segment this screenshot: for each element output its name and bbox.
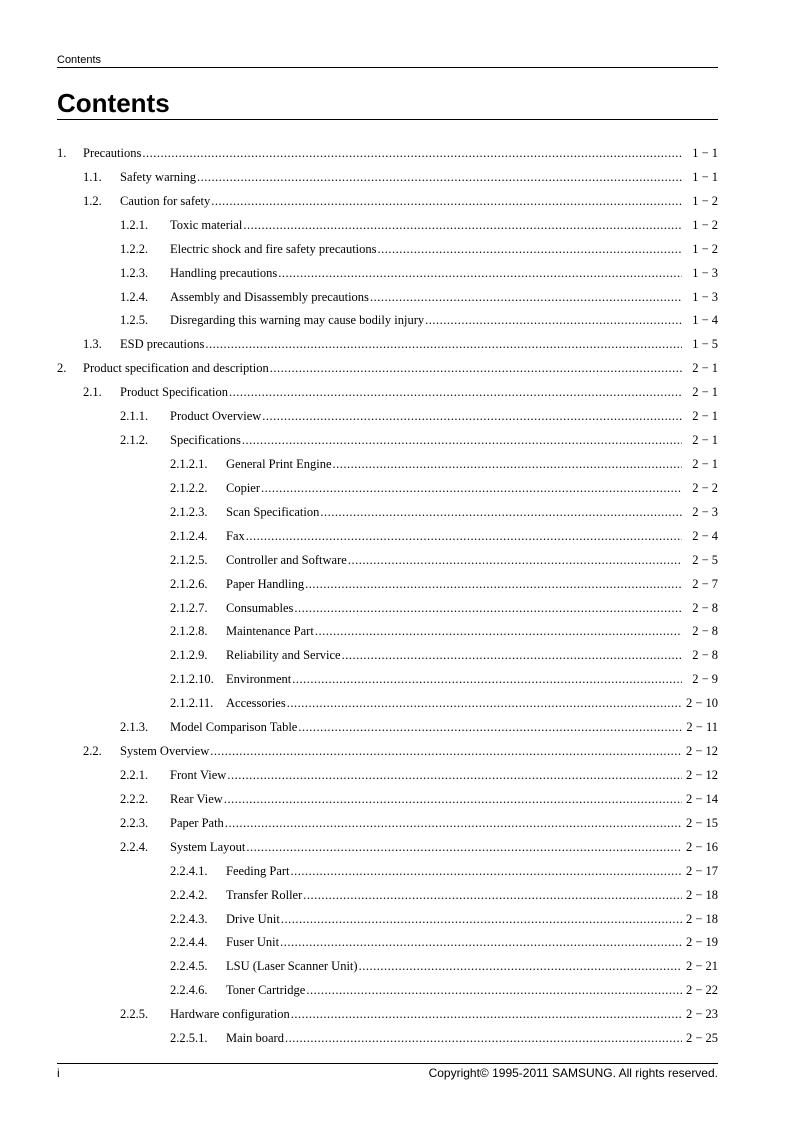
toc-entry-label: Fax [226, 528, 245, 543]
toc-entry-number: 2.1.2.1. [170, 456, 208, 471]
toc-entry-label: Safety warning [120, 169, 197, 184]
table-of-contents [57, 142, 718, 1051]
toc-entry-page: 2 − 10 [685, 696, 718, 711]
toc-entry-page: 2 − 8 [692, 624, 718, 639]
dot-leader [347, 549, 682, 573]
toc-entry[interactable] [57, 238, 718, 262]
toc-entry-number: 1.2.3. [120, 265, 149, 280]
toc-entry-number: 2.2.1. [120, 767, 149, 782]
toc-entry-number: 2.1.2.2. [170, 480, 208, 495]
toc-entry-label: Model Comparison Table [170, 720, 298, 735]
toc-entry-page: 2 − 7 [692, 576, 718, 591]
toc-entry-number: 1.2.2. [120, 241, 149, 256]
toc-entry-page: 1 − 2 [692, 241, 718, 256]
dot-leader [341, 644, 682, 668]
toc-entry-number: 2.1.2. [120, 433, 149, 448]
footer-copyright: Copyright© 1995-2011 SAMSUNG. All rights reserved. [428, 1066, 718, 1080]
toc-entry[interactable] [57, 597, 718, 621]
toc-entry[interactable] [57, 166, 718, 190]
toc-entry-number: 1.2. [83, 193, 102, 208]
toc-entry[interactable] [57, 716, 718, 740]
toc-entry-label: Specifications [170, 433, 241, 448]
toc-entry-label: Accessories [226, 696, 286, 711]
toc-entry-page: 2 − 1 [692, 433, 718, 448]
toc-entry[interactable] [57, 979, 718, 1003]
dot-leader [286, 692, 682, 716]
toc-entry-number: 2.1.3. [120, 720, 149, 735]
title-divider [57, 119, 718, 120]
footer-divider [57, 1063, 718, 1064]
dot-leader [302, 884, 682, 908]
toc-entry-label: Fuser Unit [226, 935, 280, 950]
toc-entry-page: 2 − 18 [685, 887, 718, 902]
toc-entry-page: 2 − 21 [685, 959, 718, 974]
dot-leader [297, 716, 682, 740]
toc-entry[interactable] [57, 429, 718, 453]
dot-leader [261, 405, 682, 429]
toc-entry-number: 2.1.2.10. [170, 672, 214, 687]
toc-entry-number: 1.2.5. [120, 313, 149, 328]
toc-entry-label: Product specification and description [83, 361, 269, 376]
toc-entry-label: Front View [170, 767, 227, 782]
toc-entry[interactable] [57, 190, 718, 214]
toc-entry[interactable] [57, 836, 718, 860]
toc-entry-number: 2.2.4.1. [170, 863, 208, 878]
toc-entry-number: 2.2. [83, 744, 102, 759]
toc-entry-page: 2 − 3 [692, 504, 718, 519]
toc-entry-label: Rear View [170, 791, 223, 806]
dot-leader [369, 286, 682, 310]
toc-entry-number: 2.1.2.8. [170, 624, 208, 639]
dot-leader [269, 357, 682, 381]
toc-entry-number: 2. [57, 361, 67, 376]
toc-entry-number: 1.2.1. [120, 217, 149, 232]
toc-entry-number: 2.1.2.3. [170, 504, 208, 519]
dot-leader [305, 979, 682, 1003]
toc-entry-page: 2 − 19 [685, 935, 718, 950]
toc-entry[interactable] [57, 764, 718, 788]
dot-leader [204, 333, 682, 357]
toc-entry[interactable] [57, 357, 718, 381]
toc-entry[interactable] [57, 668, 718, 692]
toc-entry-label: Toxic material [170, 217, 243, 232]
toc-entry[interactable] [57, 931, 718, 955]
toc-entry-number: 1. [57, 146, 67, 160]
toc-entry-number: 2.1.2.4. [170, 528, 208, 543]
toc-entry[interactable] [57, 501, 718, 525]
toc-entry-label: Assembly and Disassembly precautions [170, 289, 369, 304]
toc-entry-page: 2 − 5 [692, 552, 718, 567]
toc-entry-page: 2 − 12 [685, 744, 718, 759]
toc-entry[interactable] [57, 740, 718, 764]
toc-entry-label: Consumables [226, 600, 294, 615]
toc-entry-page: 1 − 2 [692, 193, 718, 208]
toc-entry-label: Environment [226, 672, 292, 687]
dot-leader [293, 597, 682, 621]
toc-entry-page: 2 − 14 [685, 791, 718, 806]
toc-entry[interactable] [57, 1003, 718, 1027]
toc-entry[interactable] [57, 262, 718, 286]
toc-entry-number: 2.1. [83, 385, 102, 400]
toc-entry-page: 2 − 15 [685, 815, 718, 830]
toc-entry[interactable] [57, 812, 718, 836]
toc-entry-page: 2 − 9 [692, 672, 718, 687]
dot-leader [241, 429, 682, 453]
header-divider [57, 67, 718, 68]
toc-entry-number: 2.2.5.1. [170, 1031, 208, 1046]
toc-entry[interactable] [57, 214, 718, 238]
toc-entry-label: Product Overview [170, 409, 262, 424]
toc-entry[interactable] [57, 333, 718, 357]
toc-entry-label: Toner Cartridge [226, 983, 306, 998]
toc-entry-page: 2 − 1 [692, 409, 718, 424]
toc-entry[interactable] [57, 142, 718, 166]
dot-leader [226, 764, 682, 788]
toc-entry-page: 2 − 16 [685, 839, 718, 854]
dot-leader [332, 453, 682, 477]
toc-entry-page: 2 − 1 [692, 385, 718, 400]
toc-entry-number: 1.3. [83, 337, 102, 352]
dot-leader [209, 740, 682, 764]
dot-leader [228, 381, 682, 405]
toc-entry-page: 1 − 1 [692, 146, 718, 160]
dot-leader [242, 214, 682, 238]
dot-leader [279, 931, 682, 955]
toc-entry-number: 2.1.2.11. [170, 696, 214, 711]
page-title: Contents [57, 88, 170, 118]
toc-entry-page: 2 − 18 [685, 911, 718, 926]
dot-leader [260, 477, 682, 501]
toc-entry[interactable] [57, 884, 718, 908]
toc-entry-number: 2.2.3. [120, 815, 149, 830]
toc-entry-number: 2.2.4.4. [170, 935, 208, 950]
toc-entry-page: 2 − 25 [685, 1031, 718, 1046]
toc-entry-number: 2.2.4.3. [170, 911, 208, 926]
toc-entry[interactable] [57, 644, 718, 668]
toc-entry[interactable] [57, 286, 718, 310]
toc-entry-page: 2 − 1 [692, 361, 718, 376]
dot-leader [377, 238, 682, 262]
toc-entry-number: 2.2.5. [120, 1007, 149, 1022]
dot-leader [358, 955, 682, 979]
toc-entry[interactable] [57, 788, 718, 812]
toc-entry-label: Precautions [83, 146, 142, 160]
toc-entry-label: Drive Unit [226, 911, 280, 926]
toc-entry-label: Reliability and Service [226, 648, 341, 663]
dot-leader [196, 166, 682, 190]
toc-entry-label: Disregarding this warning may cause bodily injury [170, 313, 425, 328]
dot-leader [319, 501, 682, 525]
dot-leader [280, 908, 682, 932]
dot-leader [291, 668, 682, 692]
dot-leader [245, 836, 682, 860]
toc-entry-page: 1 − 4 [692, 313, 718, 328]
dot-leader [314, 620, 682, 644]
toc-entry-number: 2.2.4.5. [170, 959, 208, 974]
toc-entry-page: 2 − 8 [692, 648, 718, 663]
toc-entry-page: 2 − 11 [686, 720, 718, 735]
toc-entry-number: 2.1.1. [120, 409, 149, 424]
running-header: Contents [57, 54, 102, 66]
toc-entry-page: 2 − 2 [692, 480, 718, 495]
dot-leader [223, 788, 682, 812]
toc-entry-label: ESD precautions [120, 337, 205, 352]
toc-entry-label: Hardware configuration [170, 1007, 290, 1022]
toc-entry-label: Caution for safety [120, 193, 211, 208]
toc-entry-page: 1 − 2 [692, 217, 718, 232]
toc-entry-page: 2 − 1 [692, 456, 718, 471]
toc-entry[interactable] [57, 908, 718, 932]
dot-leader [224, 812, 682, 836]
dot-leader [284, 1027, 682, 1051]
toc-entry[interactable] [57, 525, 718, 549]
toc-entry-number: 2.2.2. [120, 791, 149, 806]
dot-leader [277, 262, 682, 286]
toc-entry-label: Transfer Roller [226, 887, 303, 902]
dot-leader [141, 142, 682, 166]
toc-entry-label: Scan Specification [226, 504, 320, 519]
toc-entry-label: Paper Handling [226, 576, 305, 591]
toc-entry-page: 1 − 3 [692, 289, 718, 304]
toc-entry[interactable] [57, 692, 718, 716]
toc-entry-page: 1 − 3 [692, 265, 718, 280]
toc-entry[interactable] [57, 549, 718, 573]
toc-entry[interactable] [57, 620, 718, 644]
toc-entry-number: 2.1.2.9. [170, 648, 208, 663]
toc-entry-label: Main board [226, 1031, 284, 1046]
toc-entry-label: LSU (Laser Scanner Unit) [226, 959, 358, 974]
toc-entry-number: 2.1.2.7. [170, 600, 208, 615]
toc-entry-label: Maintenance Part [226, 624, 314, 639]
toc-entry[interactable] [57, 860, 718, 884]
toc-entry-number: 1.2.4. [120, 289, 149, 304]
toc-entry[interactable] [57, 1027, 718, 1051]
toc-entry[interactable] [57, 453, 718, 477]
toc-entry-page: 2 − 22 [685, 983, 718, 998]
toc-entry-page: 2 − 12 [685, 767, 718, 782]
toc-entry[interactable] [57, 381, 718, 405]
toc-entry-number: 2.2.4. [120, 839, 149, 854]
footer-page-number: i [57, 1066, 60, 1080]
dot-leader [290, 1003, 682, 1027]
toc-entry-label: Electric shock and fire safety precautions [170, 241, 377, 256]
toc-entry[interactable] [57, 405, 718, 429]
toc-entry-label: Paper Path [170, 815, 224, 830]
toc-entry-number: 1.1. [83, 169, 102, 184]
dot-leader [304, 573, 682, 597]
toc-entry-page: 2 − 8 [692, 600, 718, 615]
dot-leader [245, 525, 682, 549]
toc-entry-number: 2.1.2.6. [170, 576, 208, 591]
toc-entry-label: Product Specification [120, 385, 228, 400]
toc-entry-number: 2.2.4.6. [170, 983, 208, 998]
toc-entry[interactable] [57, 477, 718, 501]
toc-entry-page: 2 − 23 [685, 1007, 718, 1022]
toc-entry-label: System Overview [120, 744, 210, 759]
toc-entry[interactable] [57, 573, 718, 597]
dot-leader [210, 190, 682, 214]
toc-entry-page: 2 − 4 [692, 528, 718, 543]
toc-entry-label: Handling precautions [170, 265, 278, 280]
toc-entry-label: General Print Engine [226, 456, 332, 471]
dot-leader [290, 860, 682, 884]
toc-entry-page: 1 − 1 [692, 169, 718, 184]
toc-entry-label: Feeding Part [226, 863, 290, 878]
toc-entry-label: Controller and Software [226, 552, 347, 567]
toc-entry[interactable] [57, 955, 718, 979]
toc-entry-number: 2.1.2.5. [170, 552, 208, 567]
toc-entry-number: 2.2.4.2. [170, 887, 208, 902]
toc-entry-label: Copier [226, 480, 261, 495]
dot-leader [424, 309, 682, 333]
toc-entry-label: System Layout [170, 839, 246, 854]
toc-entry-page: 1 − 5 [692, 337, 718, 352]
toc-entry[interactable] [57, 309, 718, 333]
toc-entry-page: 2 − 17 [685, 863, 718, 878]
